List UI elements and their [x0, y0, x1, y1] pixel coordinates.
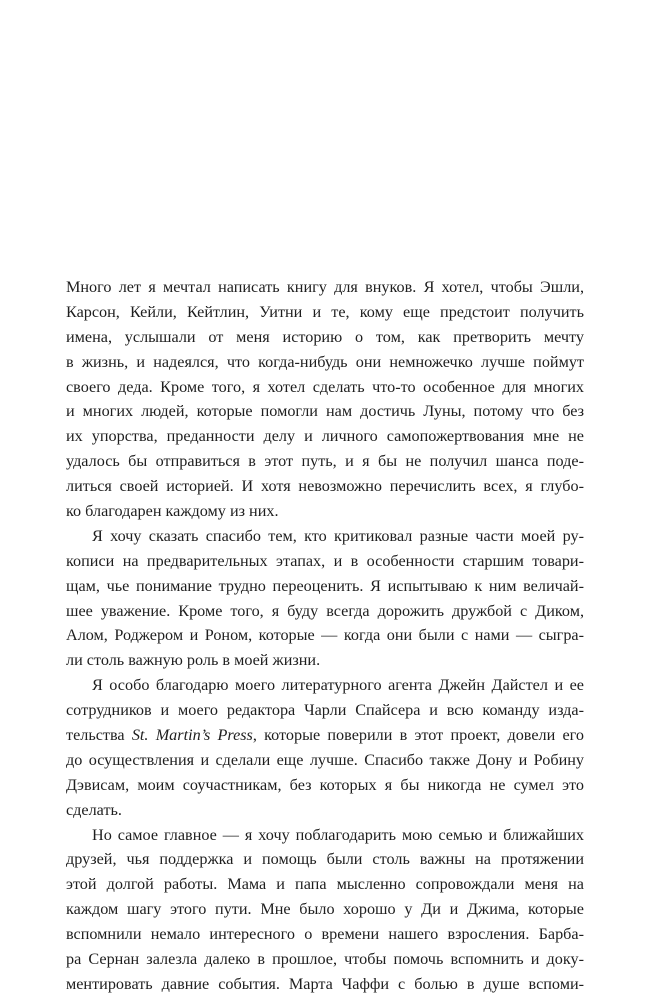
text-segment: , которые поверили в этот проект, довели его: [252, 726, 585, 745]
text-line: имена, услышали от меня историю о том, как претворить мечту: [66, 327, 584, 346]
text-line: друзей, чья поддержка и помощь были столь важны на протяжении: [66, 850, 584, 869]
text-line: ра Сернан залезла далеко в прошлое, чтобы помочь вспомнить и доку-: [66, 950, 584, 969]
text-line: Но самое главное — я хочу поблагодарить мою семью и ближайших: [92, 825, 584, 844]
publisher-name: St. Martin’s Press: [131, 726, 253, 745]
text-line: литься своей историей. И хотя невозможно перечислить всех, я глубо-: [66, 477, 584, 496]
paragraph-4: [66, 823, 584, 997]
text-segment: тельства: [66, 726, 132, 745]
text-line: до осуществления и сделали еще лучше. Спасибо также Дону и Робину: [66, 750, 584, 769]
text-line-with-italic: [66, 723, 584, 748]
paragraph-3: [66, 673, 584, 822]
text-line: щам, чье понимание трудно переоценить. Я испытываю к ним величай-: [66, 576, 584, 595]
text-line: Я особо благодарю моего литературного агента Джейн Дайстел и ее: [92, 676, 584, 695]
text-line: Я хочу сказать спасибо тем, кто критиковал разные части моей ру-: [92, 526, 584, 545]
text-line: сделать.: [66, 800, 122, 819]
text-line: удалось бы отправиться в этот путь, и я бы не получил шанса поде-: [66, 452, 584, 471]
text-line: в жизнь, и надеялся, что когда-нибудь они немножечко лучше поймут: [66, 352, 584, 371]
text-line: шее уважение. Кроме того, я буду всегда дорожить дружбой с Диком,: [66, 601, 584, 620]
text-line: Алом, Роджером и Роном, которые — когда они были с нами — сыгра-: [66, 626, 584, 645]
text-line: Много лет я мечтал написать книгу для внуков. Я хотел, чтобы Эшли,: [66, 278, 584, 296]
text-line: ко благодарен каждому из них.: [66, 502, 279, 521]
text-line: Дэвисам, моим соучастникам, без которых я бы никогда не сумел это: [66, 775, 584, 794]
text-line: сотрудников и моего редактора Чарли Спайсера и всю команду изда-: [66, 701, 584, 720]
acknowledgements-text: [66, 275, 584, 997]
text-line: ментировать давние события. Марта Чаффи с болью в душе вспоми-: [66, 974, 584, 993]
text-line: своего деда. Кроме того, я хотел сделать что-то особенное для многих: [66, 377, 584, 396]
text-line: каждом шагу этого пути. Мне было хорошо у Ди и Джима, которые: [66, 900, 584, 919]
text-line: этой долгой работы. Мама и папа мысленно сопровождали меня на: [66, 875, 584, 894]
paragraph-1: [66, 275, 584, 524]
text-line: Карсон, Кейли, Кейтлин, Уитни и те, кому еще предстоит получить: [66, 302, 584, 321]
text-line: ли столь важную роль в моей жизни.: [66, 651, 321, 670]
text-line: и многих людей, которые помогли нам достичь Луны, потому что без: [66, 402, 584, 421]
text-line: кописи на предварительных этапах, и в особенности старшим товари-: [66, 551, 584, 570]
text-line: вспомнили немало интересного о времени нашего взросления. Барба-: [66, 925, 584, 944]
text-line: их упорства, преданности делу и личного самопожертвования мне не: [66, 427, 584, 446]
paragraph-2: [66, 524, 584, 673]
